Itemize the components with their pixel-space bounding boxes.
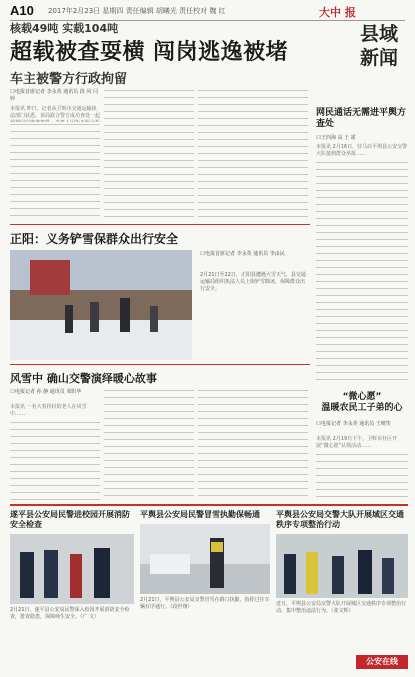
sidebar1-byline: 口王四海 高 王 霍: [316, 135, 356, 141]
sidebar2-byline: 口电报记者 李永英 通讯员 王晴笑: [316, 421, 391, 427]
bottom-story-3-caption: 近日，平舆县公安局交警大队开展城区交通秩序专项整治行动，集中整治违法行为。（张文辉）: [276, 601, 407, 614]
sidebar1-body: [316, 160, 408, 382]
lead-subhead: 车主被警方行政拘留: [10, 72, 128, 87]
lead-body-col1: [10, 122, 100, 220]
page-number: A10: [10, 3, 34, 18]
divider: [10, 364, 310, 365]
story3-byline: 口电报记者 孙 静 通讯员 邓阳华: [10, 389, 82, 395]
bottom-story-2-photo: [140, 524, 270, 594]
traffic-police-photo: [276, 534, 408, 598]
date-line: 2017年2月23日 星期四 责任编辑 胡曦光 责任校对 魏 红: [48, 7, 226, 15]
bottom-story-1-photo: [10, 534, 134, 604]
lead-body-intro: 本报讯 昨日，记者从卫辉市交通运输执法部门获悉，该局联合警方成功查处一起: [10, 106, 101, 119]
bottom-story-1-caption: 2月21日，遂平县公安局民警深入校园开展消防安全检查，排查隐患，保障师生安全。（广 文）: [10, 607, 130, 620]
story2-photo: [10, 250, 192, 360]
lead-kicker: 核载49吨 实载104吨: [10, 22, 119, 35]
sidebar2-heading: 温暖农民工子弟的心: [321, 403, 403, 413]
bottom-story-3-photo: [276, 534, 408, 598]
story2-caption: 2月21日至22日，正阳县遭遇大雪天气，县交通运输局组织执法人员上街铲雪除冰，保障群众出行安全。: [200, 272, 306, 292]
story2-byline: 口电报首席记者 李永英 通讯员 李由民: [200, 251, 285, 257]
bottom-story-3: [276, 510, 408, 652]
story3-heading: 风雪中 确山交警演绎暖心故事: [10, 372, 157, 385]
snow-shoveling-photo: [10, 250, 192, 360]
section-masthead: [319, 4, 407, 100]
bottom-story-2: [140, 510, 270, 670]
bottom-story-2-caption: 2月21日，平舆县公安局交警冒雪在路口执勤，指挥过往车辆有序通行。（段世翔）: [140, 597, 270, 610]
bottom-divider: [10, 504, 408, 506]
bottom-story-2-heading: 平舆县公安局民警冒雪执勤保畅通: [140, 510, 260, 519]
sidebar2-body-intro: 本报讯 2月19日下午，卫辉市社区开展“微心愿”认领活动……: [316, 436, 398, 449]
story3-body-col1: [10, 420, 100, 500]
bottom-story-3-heading: 平舆县公安局交警大队开展域区交通秩序专项整治行动: [276, 510, 404, 529]
bottom-story-1-heading: 遂平县公安局民警进校园开展消防安全检查: [10, 510, 130, 529]
story2-heading: 正阳：义务铲雪保群众出行安全: [10, 232, 179, 246]
police-online-stamp: 公安在线: [356, 655, 408, 669]
police-school-photo: [10, 534, 134, 604]
story3-body-col3: [198, 388, 308, 500]
lead-byline: 口电报首席记者 李永英 通讯员 段 风 闫 婷: [10, 89, 98, 102]
lead-headline: 超载被查耍横 闯岗逃逸被堵: [10, 40, 289, 65]
bottom-story-1: [10, 510, 134, 670]
police-snow-photo: [140, 524, 270, 594]
sidebar1-heading: 网民通话无需进平舆方查处: [316, 108, 407, 129]
sidebar1-body-intro: 本报讯 2月16日，驻马店平舆县公安交警大队接到群众举报……: [316, 144, 408, 157]
sidebar2-body: [316, 452, 408, 500]
section-title: 县域新闻: [359, 23, 398, 69]
story3-body-col2: [104, 388, 194, 500]
divider: [10, 224, 310, 225]
lead-body-col2: [104, 88, 194, 220]
sidebar2-heading-quote: “微心愿”: [342, 392, 382, 402]
brand-logo: 大中 报: [319, 6, 356, 19]
lead-body-col3: [198, 88, 308, 220]
sidebar2-heading-block: [316, 392, 408, 414]
story3-body-intro: 本报讯 一名大着拐杖的老人在风雪中……: [10, 404, 87, 417]
